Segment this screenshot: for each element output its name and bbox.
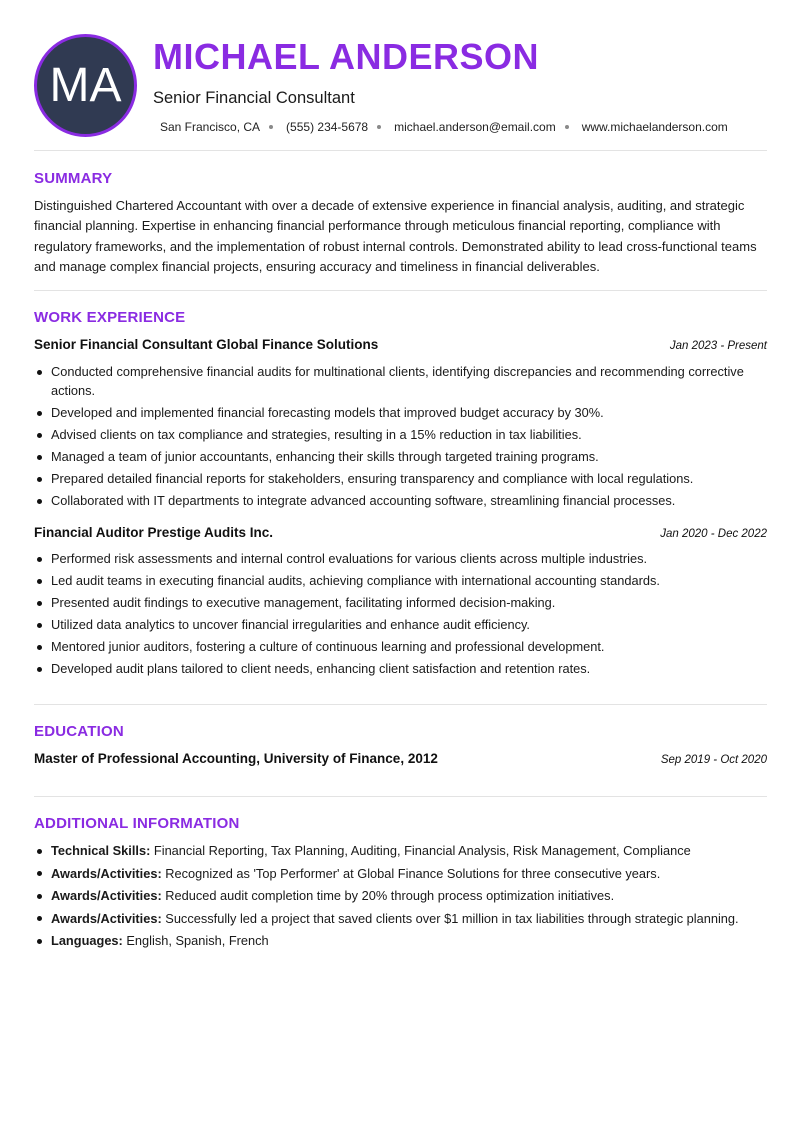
contact-location: San Francisco, CA <box>160 120 261 134</box>
education-entry <box>34 751 767 766</box>
education-dates: Sep 2019 - Oct 2020 <box>660 754 767 766</box>
summary-text: Distinguished Chartered Accountant with over a decade of extensive experience in financial analysis, auditing, and strategic financial planning. Expertise in enhancing financial performance through meticulous financial reporting, compliance with regulatory frameworks, and the implementation of robust internal controls. Demonstrated ability to lead cross-functional teams and manage complex financial projects, ensuring accuracy and timeliness in financial deliverables. <box>34 198 757 274</box>
education-heading: EDUCATION <box>34 723 124 740</box>
list-item: Mentored junior auditors, fostering a culture of continuous learning and professional development. <box>34 637 754 656</box>
job-bullet-list <box>34 549 754 681</box>
info-key: Technical Skills: <box>51 843 151 858</box>
list-item: Led audit teams in executing financial audits, achieving compliance with international accounting standards. <box>34 571 754 590</box>
avatar-initials: MA <box>49 59 122 112</box>
section-divider <box>34 150 767 151</box>
info-value: English, Spanish, French <box>126 933 269 948</box>
info-key: Awards/Activities: <box>51 910 162 926</box>
info-key: Awards/Activities: <box>51 865 162 881</box>
experience-heading: WORK EXPERIENCE <box>34 309 186 326</box>
list-item: Advised clients on tax compliance and strategies, resulting in a 15% reduction in tax liabilities. <box>34 425 754 444</box>
job-title: Financial Auditor Prestige Audits Inc. <box>34 525 274 540</box>
contact-email[interactable]: michael.anderson@email.com <box>394 120 556 134</box>
job-header <box>34 337 767 352</box>
section-divider <box>34 290 767 291</box>
info-key: Languages: <box>51 933 123 948</box>
info-value: Successfully led a project that saved clients over $1 million in tax liabilities through strategic planning. <box>165 910 739 926</box>
additional-info-heading: ADDITIONAL INFORMATION <box>34 815 240 832</box>
separator-dot-icon <box>377 125 381 129</box>
list-item: Presented audit findings to executive management, facilitating informed decision-making. <box>34 593 754 612</box>
candidate-role: Senior Financial Consultant <box>153 89 355 107</box>
job-dates: Jan 2023 - Present <box>669 340 767 352</box>
list-item <box>34 886 774 905</box>
avatar <box>34 34 137 137</box>
job-bullet-list <box>34 362 754 513</box>
list-item: Developed and implemented financial forecasting models that improved budget accuracy by 30%. <box>34 403 754 422</box>
list-item: Performed risk assessments and internal control evaluations for various clients across multiple industries. <box>34 549 754 568</box>
education-degree: Master of Professional Accounting, University of Finance, 2012 <box>34 751 438 766</box>
list-item: Prepared detailed financial reports for stakeholders, ensuring transparency and compliance with local regulations. <box>34 469 754 488</box>
list-item: Utilized data analytics to uncover financial irregularities and enhance audit efficiency. <box>34 615 754 634</box>
resume-header <box>0 0 800 150</box>
list-item: Conducted comprehensive financial audits for multinational clients, identifying discrepancies and recommending corrective actions. <box>34 362 754 400</box>
job-header <box>34 525 767 540</box>
section-divider <box>34 704 767 705</box>
job-dates: Jan 2020 - Dec 2022 <box>660 528 767 540</box>
list-item <box>34 931 774 950</box>
separator-dot-icon <box>565 125 569 129</box>
candidate-name: MICHAEL ANDERSON <box>153 36 540 77</box>
contact-website[interactable]: www.michaelanderson.com <box>581 120 728 134</box>
list-item: Collaborated with IT departments to integrate advanced accounting software, streamlining financial processes. <box>34 491 754 510</box>
contact-phone: (555) 234-5678 <box>286 120 369 134</box>
contact-line <box>160 120 728 134</box>
list-item: Developed audit plans tailored to client needs, enhancing client satisfaction and retention rates. <box>34 659 754 678</box>
info-value: Financial Reporting, Tax Planning, Auditing, Financial Analysis, Risk Management, Compliance <box>153 843 691 858</box>
list-item <box>34 864 774 883</box>
list-item <box>34 841 774 860</box>
section-divider <box>34 796 767 797</box>
separator-dot-icon <box>269 125 273 129</box>
job-title: Senior Financial Consultant Global Finance Solutions <box>34 337 379 352</box>
list-item: Managed a team of junior accountants, enhancing their skills through targeted training programs. <box>34 447 754 466</box>
additional-info-list <box>34 841 774 954</box>
info-key: Awards/Activities: <box>51 888 162 903</box>
list-item <box>34 909 774 928</box>
info-value: Reduced audit completion time by 20% through process optimization initiatives. <box>165 888 615 903</box>
info-value: Recognized as 'Top Performer' at Global Finance Solutions for three consecutive years. <box>165 865 661 881</box>
summary-heading: SUMMARY <box>34 170 113 187</box>
